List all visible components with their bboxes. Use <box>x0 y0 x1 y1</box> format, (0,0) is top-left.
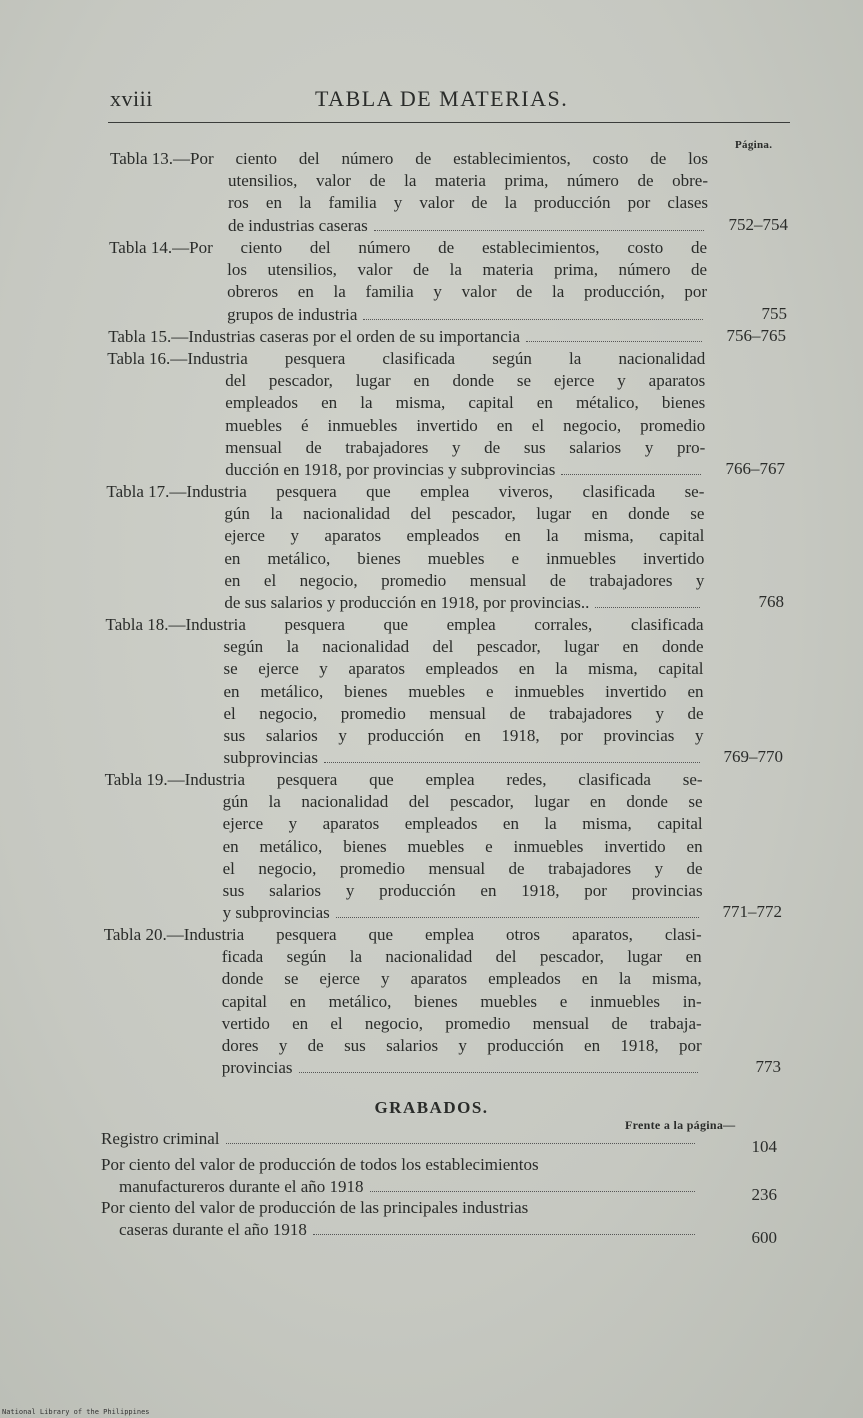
table-label: Tabla 18.— <box>105 615 186 634</box>
toc-entry-line <box>106 703 704 725</box>
toc-line-text: Industria pesquera que emplea otros aparatos, clasi- <box>183 925 702 944</box>
toc-line-text: de industrias caseras <box>228 215 368 235</box>
toc-line-text: Industria pesquera que emplea viveros, clasificada se- <box>186 482 705 501</box>
toc-line-text: obreros en la familia y valor de la producción, por <box>227 282 708 302</box>
grabado-page-number: 104 <box>751 1137 777 1156</box>
toc-line-text: Industrias caseras por el orden de su importancia <box>188 327 521 346</box>
grabado-line-text: caseras durante el año 1918 <box>119 1220 307 1240</box>
toc-entry <box>110 148 708 237</box>
toc-entry-line <box>106 570 704 592</box>
toc-entry-line <box>108 326 706 348</box>
dot-leader <box>313 1234 695 1235</box>
toc-line-text: vertido en el negocio, promedio mensual de trabaja- <box>221 1013 702 1033</box>
toc-entry-line <box>105 902 703 924</box>
table-label: Tabla 13.— <box>110 149 191 168</box>
grabado-line <box>101 1128 699 1150</box>
toc-line-text: Industria pesquera clasificada según la nacionalidad <box>187 349 706 368</box>
toc-entry <box>106 614 704 769</box>
grabado-entry <box>101 1197 699 1241</box>
toc-entry <box>108 326 706 348</box>
toc-line-text: de sus salarios y producción en 1918, por provincias.. <box>224 592 590 612</box>
grabado-line <box>101 1154 699 1176</box>
toc-line-text: ejerce y aparatos empleados en la misma, capital <box>222 814 703 834</box>
toc-line-text: ducción en 1918, por provincias y subprovincias <box>225 459 556 479</box>
toc-entry-line <box>107 348 705 370</box>
toc-line-text: grupos de industria <box>227 304 358 324</box>
toc-entry <box>107 348 705 481</box>
toc-entry-line <box>104 1057 702 1079</box>
toc-entry-line <box>105 791 703 813</box>
grabado-line-text: Registro criminal <box>101 1129 220 1148</box>
toc-page-number: 766–767 <box>725 459 785 478</box>
toc-line-text: subprovincias <box>223 748 318 768</box>
dot-leader <box>370 1191 695 1192</box>
dot-leader <box>336 917 699 918</box>
toc-line-text: sus salarios y producción en 1918, por provincias <box>222 880 703 900</box>
toc-line-text: en el negocio, promedio mensual de trabajadores y <box>224 570 705 590</box>
dot-leader <box>595 607 700 608</box>
toc-line-text: provincias <box>221 1058 293 1078</box>
toc-entry-line <box>106 525 704 547</box>
dot-leader <box>374 230 704 231</box>
page-folio: xviii <box>110 86 153 111</box>
toc-line-text: gún la nacionalidad del pescador, lugar en donde se <box>222 792 703 812</box>
toc-entry-line <box>104 924 702 946</box>
toc-line-text: utensilios, valor de la materia prima, número de obre- <box>228 171 708 191</box>
grabado-line-text: Por ciento del valor de producción de todos los establecimientos <box>101 1155 539 1174</box>
toc-entry-line <box>104 1035 702 1057</box>
toc-line-text: ros en la familia y valor de la producción por clases <box>228 193 708 213</box>
dot-leader <box>561 474 701 475</box>
toc-entry-line <box>109 259 707 281</box>
toc-page-number: 771–772 <box>722 902 782 922</box>
toc-line-text: ficada según la nacionalidad del pescador, lugar en <box>221 947 702 967</box>
toc-entry-line <box>105 836 703 858</box>
toc-line-text: mensual de trabajadores y de sus salarios y pro- <box>225 437 706 457</box>
toc-entry <box>109 237 707 326</box>
toc-entry-line <box>109 304 707 326</box>
toc-entry-line <box>106 658 704 680</box>
toc-entry-line <box>106 747 704 769</box>
grabado-entry <box>101 1128 699 1150</box>
table-label: Tabla 17.— <box>106 482 187 501</box>
toc-line-text: en metálico, bienes muebles e inmuebles invertido en <box>223 681 704 701</box>
toc-entry-line <box>107 437 705 459</box>
grabado-entry <box>101 1154 699 1198</box>
toc-entry-line <box>104 991 702 1013</box>
library-footer: National Library of the Philippines <box>2 1408 150 1416</box>
toc-line-text: se ejerce y aparatos empleados en la misma, capital <box>223 659 704 679</box>
toc-line-text: Industria pesquera que emplea redes, clasificada se- <box>184 770 703 789</box>
toc-entry-line <box>106 503 704 525</box>
page-title: TABLA DE MATERIAS. <box>315 86 569 111</box>
toc-entry-line <box>110 192 708 214</box>
toc-line-text: muebles é inmuebles invertido en el negocio, promedio <box>225 415 706 435</box>
table-label: Tabla 14.— <box>109 238 190 257</box>
toc-entry <box>106 481 704 614</box>
toc-entry-line <box>106 481 704 503</box>
grabados-column-head: Frente a la página— <box>625 1118 736 1132</box>
toc-line-text: capital en metálico, bienes muebles e inmuebles in- <box>221 991 702 1011</box>
toc-entry-line <box>106 725 704 747</box>
toc-entry-line <box>105 858 703 880</box>
grabado-line-text: manufactureros durante el año 1918 <box>119 1177 364 1197</box>
dot-leader <box>363 319 703 320</box>
toc-entry-line <box>109 281 707 303</box>
grabado-line <box>101 1219 699 1241</box>
dot-leader <box>526 341 702 342</box>
toc-page-number: 752–754 <box>728 214 788 234</box>
page-header <box>110 86 790 118</box>
grabado-page-number: 600 <box>751 1228 777 1248</box>
toc-entry-line <box>109 237 707 259</box>
toc-line-text: en metálico, bienes muebles e inmuebles invertido en <box>222 836 703 856</box>
toc-page-number: 756–765 <box>726 326 786 345</box>
toc-line-text: ejerce y aparatos empleados en la misma, capital <box>224 526 705 546</box>
toc-entry-line <box>106 636 704 658</box>
toc-entry-line <box>110 215 708 237</box>
toc-entry-line <box>104 946 702 968</box>
toc-line-text: según la nacionalidad del pescador, lugar en donde <box>223 637 704 657</box>
toc-entry-line <box>106 681 704 703</box>
toc-entry-line <box>110 170 708 192</box>
table-label: Tabla 19.— <box>104 770 185 789</box>
page-column-head: Página. <box>735 139 773 151</box>
grabado-line <box>101 1197 699 1219</box>
grabados-heading: GRABADOS. <box>374 1098 489 1117</box>
toc-entry-line <box>106 592 704 614</box>
grabado-line <box>101 1176 699 1198</box>
toc-entry-line <box>110 148 708 170</box>
toc-line-text: los utensilios, valor de la materia prima, número de <box>227 260 708 280</box>
toc-entry-line <box>104 1013 702 1035</box>
toc-line-text: y subprovincias <box>222 903 330 923</box>
toc-page-number: 768 <box>758 592 784 611</box>
toc-entry <box>104 924 702 1079</box>
toc-line-text: el negocio, promedio mensual de trabajadores y de <box>222 858 703 878</box>
toc-entry <box>105 769 703 924</box>
toc-entry-line <box>107 392 705 414</box>
toc-line-text: en metálico, bienes muebles e inmuebles invertido <box>224 548 705 568</box>
grabado-page-number: 236 <box>751 1185 777 1205</box>
toc-line-text: sus salarios y producción en 1918, por provincias y <box>223 725 704 745</box>
dot-leader <box>226 1143 695 1144</box>
toc-entry-line <box>105 813 703 835</box>
toc-entry-line <box>107 370 705 392</box>
toc-entry-line <box>106 614 704 636</box>
toc-line-text: Industria pesquera que emplea corrales, clasificada <box>185 615 704 634</box>
toc-entry-line <box>105 769 703 791</box>
toc-line-text: Por ciento del número de establecimientos, costo de los <box>190 149 708 168</box>
table-label: Tabla 16.— <box>107 349 188 368</box>
toc-entry-line <box>104 968 702 990</box>
table-label: Tabla 20.— <box>103 925 184 944</box>
header-rule <box>108 122 790 123</box>
toc-entry-line <box>106 548 704 570</box>
dot-leader <box>324 762 700 763</box>
toc-entry-line <box>105 880 703 902</box>
toc-page-number: 769–770 <box>723 747 783 767</box>
toc-page-number: 773 <box>755 1057 781 1077</box>
toc-line-text: el negocio, promedio mensual de trabajadores y de <box>223 703 704 723</box>
table-label: Tabla 15.— <box>108 327 189 346</box>
dot-leader <box>299 1072 698 1073</box>
toc-page-number: 755 <box>761 303 787 323</box>
grabado-line-text: Por ciento del valor de producción de las principales industrias <box>101 1198 529 1217</box>
toc-line-text: gún la nacionalidad del pescador, lugar en donde se <box>224 504 705 524</box>
toc-line-text: empleados en la misma, capital en métalico, bienes <box>225 393 706 413</box>
toc-line-text: del pescador, lugar en donde se ejerce y aparatos <box>225 371 706 391</box>
toc-entry-line <box>107 415 705 437</box>
toc-entry-line <box>107 459 705 481</box>
toc-line-text: Por ciento del número de establecimientos, costo de <box>189 238 708 257</box>
toc-line-text: dores y de sus salarios y producción en 1918, por <box>221 1035 702 1055</box>
toc-line-text: donde se ejerce y aparatos empleados en la misma, <box>221 969 702 989</box>
